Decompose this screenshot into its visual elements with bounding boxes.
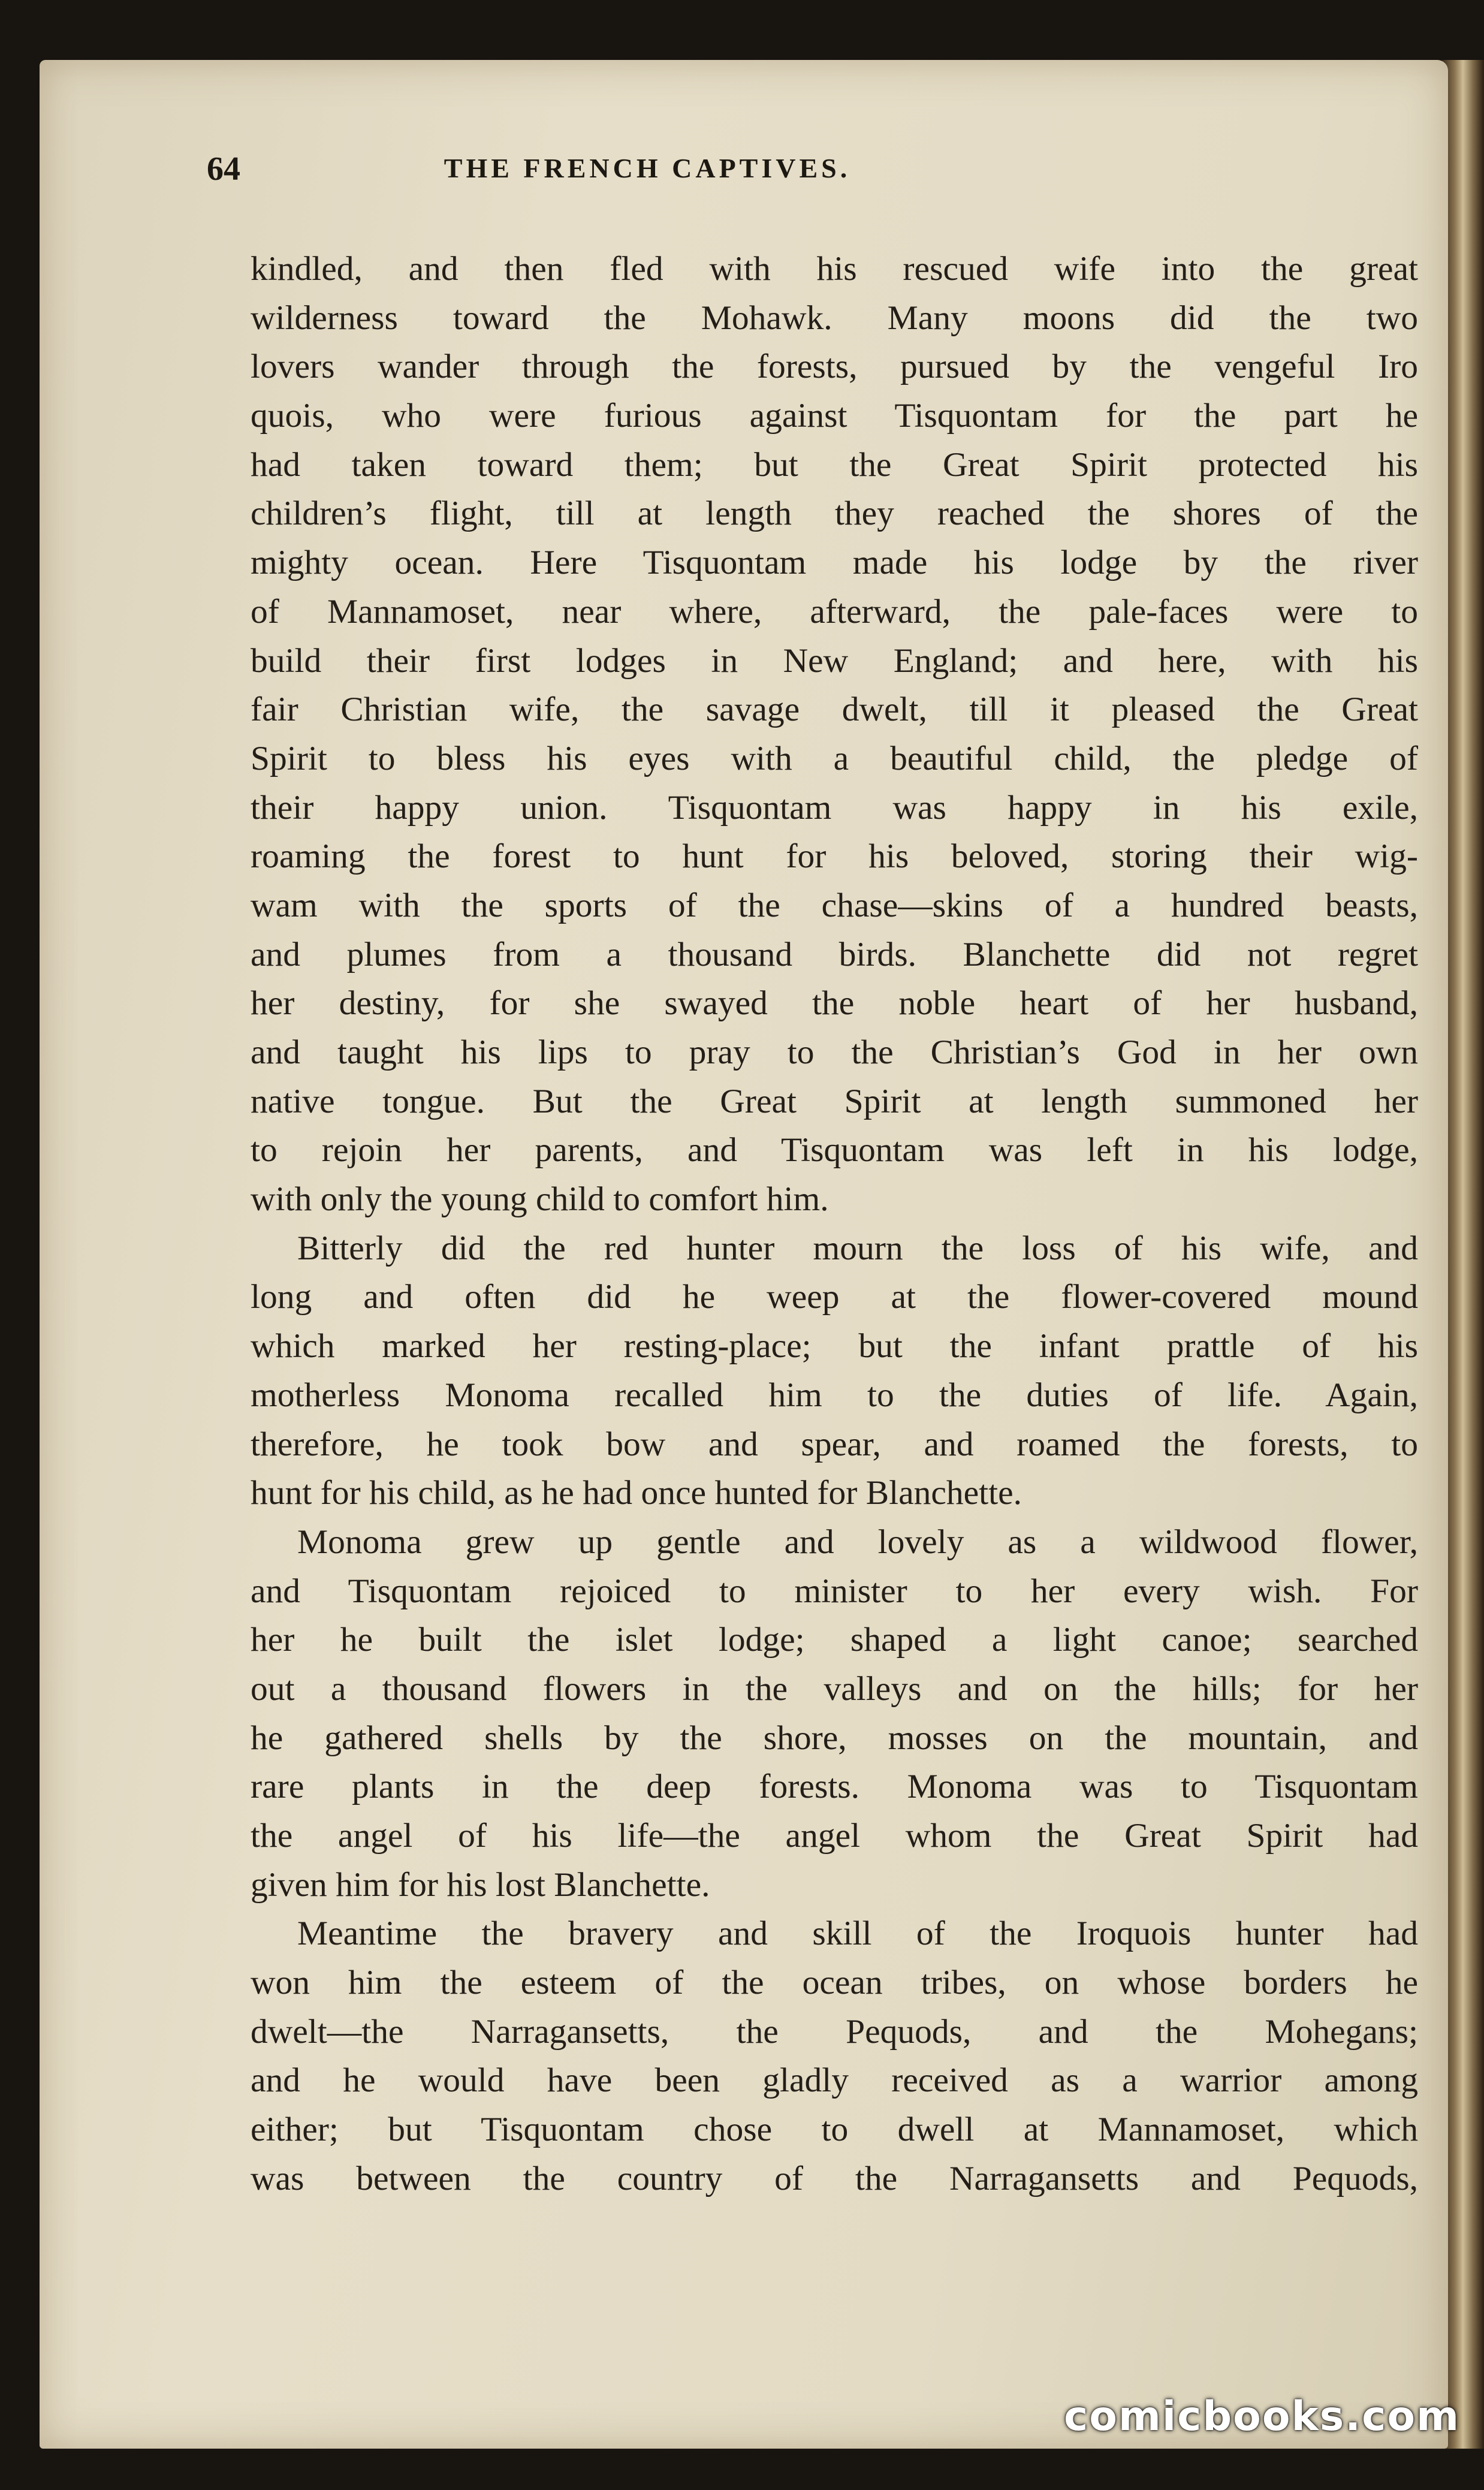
text-line: Spirit to bless his eyes with a beautiful child, the pledge of (251, 739, 1418, 777)
text-line: and taught his lips to pray to the Christian’s God in her own (251, 1033, 1418, 1071)
text-line: hunt for his child, as he had once hunted for Blanchette. (251, 1474, 1022, 1512)
text-line: and Tisquontam rejoiced to minister to her every wish. For (251, 1572, 1418, 1610)
text-line: wam with the sports of the chase—skins of a hundred beasts, (251, 886, 1418, 924)
text-line: her he built the islet lodge; shaped a light canoe; searched (251, 1621, 1418, 1659)
text-line: and plumes from a thousand birds. Blanchette did not regret (251, 935, 1418, 973)
text-line: motherless Monoma recalled him to the duties of life. Again, (251, 1376, 1418, 1414)
text-line: quois, who were furious against Tisquontam for the part he (251, 397, 1418, 435)
text-line: fair Christian wife, the savage dwelt, till it pleased the Great (251, 691, 1418, 729)
body-text (251, 245, 1418, 2203)
page-header (207, 150, 1088, 204)
running-title: THE FRENCH CAPTIVES. (444, 153, 851, 183)
text-line: native tongue. But the Great Spirit at length summoned her (251, 1082, 1418, 1120)
text-line: lovers wander through the forests, pursued by the vengeful Iro (251, 348, 1418, 386)
text-line: out a thousand flowers in the valleys and on the hills; for her (251, 1669, 1418, 1708)
text-line: given him for his lost Blanchette. (251, 1865, 710, 1904)
text-line: was between the country of the Narragansetts and Pequods, (251, 2159, 1418, 2197)
text-line: their happy union. Tisquontam was happy in his exile, (251, 788, 1418, 827)
text-line: either; but Tisquontam chose to dwell at Mannamoset, which (251, 2111, 1418, 2149)
text-line: roaming the forest to hunt for his beloved, storing their wig- (251, 837, 1418, 876)
text-line: children’s flight, till at length they reached the shores of the (251, 495, 1418, 533)
text-line: and he would have been gladly received as a warrior among (251, 2061, 1418, 2100)
text-line: rare plants in the deep forests. Monoma was to Tisquontam (251, 1768, 1418, 1806)
text-line: Monoma grew up gentle and lovely as a wildwood flower, (297, 1523, 1418, 1561)
text-line: won him the esteem of the ocean tribes, on whose borders he (251, 1964, 1418, 2002)
text-line: he gathered shells by the shore, mosses on the mountain, and (251, 1719, 1418, 1757)
text-line: Meantime the bravery and skill of the Iroquois hunter had (297, 1915, 1418, 1953)
text-line: long and often did he weep at the flower-covered mound (251, 1278, 1418, 1316)
text-line: which marked her resting-place; but the infant prattle of his (251, 1327, 1418, 1365)
text-line: build their first lodges in New England; and here, with his (251, 641, 1418, 680)
text-line: dwelt—the Narragansetts, the Pequods, and the Mohegans; (251, 2012, 1418, 2051)
book-spine-edge (1442, 60, 1484, 2449)
text-line: Bitterly did the red hunter mourn the loss of his wife, and (297, 1229, 1418, 1267)
text-line: with only the young child to comfort him. (251, 1180, 829, 1219)
text-line: of Mannamoset, near where, afterward, the pale-faces were to (251, 592, 1418, 631)
text-line: therefore, he took bow and spear, and roamed the forests, to (251, 1425, 1418, 1463)
text-line: mighty ocean. Here Tisquontam made his lodge by the river (251, 544, 1418, 582)
text-line: kindled, and then fled with his rescued wife into the great (251, 250, 1418, 288)
text-line: had taken toward them; but the Great Spirit protected his (251, 445, 1418, 484)
text-line: wilderness toward the Mohawk. Many moons did the two (251, 299, 1418, 337)
text-line: the angel of his life—the angel whom the Great Spirit had (251, 1817, 1418, 1855)
watermark: comicbooks.com (1063, 2393, 1460, 2440)
page-number: 64 (207, 150, 240, 188)
text-line: her destiny, for she swayed the noble heart of her husband, (251, 984, 1418, 1023)
text-line: to rejoin her parents, and Tisquontam was left in his lodge, (251, 1131, 1418, 1169)
